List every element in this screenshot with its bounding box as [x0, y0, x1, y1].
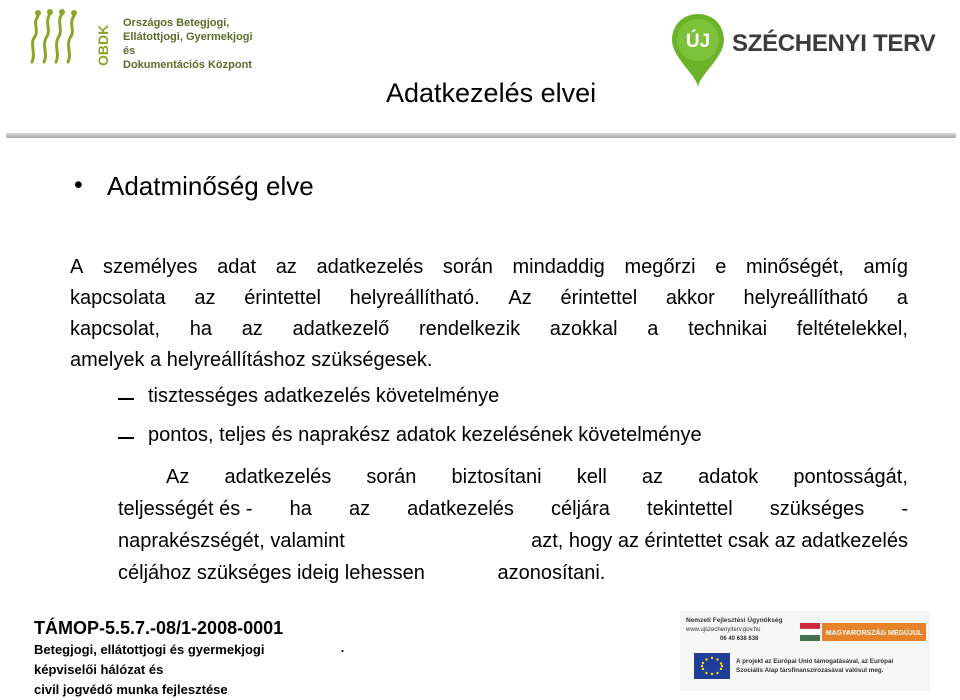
paragraph-word: az — [241, 318, 263, 340]
paragraph-word: mindaddig — [512, 256, 605, 278]
paragraph-word: technikai — [688, 318, 768, 340]
hungary-renews-label: MAGYARORSZÁG MEGÚJUL — [825, 630, 923, 637]
sub-item: tisztességes adatkezelés követelménye — [148, 385, 500, 407]
obdk-vertical-label: OBDK — [95, 24, 111, 66]
detail-word: teljességét és - — [118, 498, 253, 520]
paragraph-word: az — [194, 287, 216, 309]
paragraph-word: kapcsolata — [70, 287, 166, 309]
paragraph-word: során — [442, 256, 493, 278]
eu-funding-graphic — [680, 611, 930, 691]
main-paragraph — [70, 252, 908, 376]
detail-line — [118, 525, 908, 557]
paragraph-word: az — [275, 256, 297, 278]
section-heading: Adatminőség elve — [107, 171, 314, 201]
detail-word: során — [366, 466, 417, 488]
paragraph-word: amelyek a helyreállításhoz szükségesek. — [70, 349, 433, 371]
obdk-figures-icon — [28, 8, 90, 68]
footer-dot: . — [340, 636, 346, 656]
detail-word: céljára — [551, 498, 610, 520]
footer-line: civil jogvédő munka fejlesztése — [34, 682, 228, 697]
footer-line: képviselői hálózat és — [34, 662, 164, 677]
paragraph-word: kapcsolat, — [70, 318, 161, 340]
detail-word: Az — [166, 466, 190, 488]
map-pin-icon — [670, 12, 726, 90]
detail-word: adatkezelés — [224, 466, 332, 488]
dash-icon — [118, 437, 134, 439]
paragraph-word: adatkezelés — [316, 256, 424, 278]
obdk-name — [123, 16, 258, 72]
funding-text: A projekt az Európai Unió támogatásával, az Európai — [736, 658, 894, 665]
detail-word: pontosságát, — [793, 466, 908, 488]
obdk-vertical-text — [92, 8, 116, 68]
paragraph-word: a — [647, 318, 659, 340]
detail-word: ha — [289, 498, 312, 520]
detail-paragraph — [118, 461, 908, 589]
paragraph-word: személyes — [102, 256, 198, 278]
paragraph-line — [70, 345, 908, 376]
footer-project — [34, 616, 283, 700]
obdk-logo — [28, 8, 258, 71]
detail-word: azt, hogy az érintettet csak az adatkezelés — [531, 530, 908, 552]
detail-line — [118, 557, 678, 589]
agency-website: www.ujszechenyiterv.gov.hu — [686, 627, 761, 633]
paragraph-word: Az — [508, 287, 532, 309]
detail-word: adatkezelés — [407, 498, 514, 520]
detail-line — [118, 461, 908, 493]
detail-word: szükséges — [769, 498, 865, 520]
obdk-name-line: Országos Betegjogi, — [123, 17, 230, 29]
agency-name: Nemzeti Fejlesztési Ügynökség — [686, 617, 783, 624]
detail-word: - — [901, 498, 908, 520]
bullet-icon: • — [74, 171, 83, 199]
paragraph-line — [70, 252, 908, 283]
paragraph-word: e — [715, 256, 727, 278]
detail-word: azonosítani. — [497, 562, 606, 584]
paragraph-word: azokkal — [549, 318, 618, 340]
paragraph-word: ha — [189, 318, 212, 340]
page-title: Adatkezelés elvei — [386, 78, 597, 108]
detail-word: tekintettel — [647, 498, 733, 520]
dash-icon — [118, 398, 134, 400]
paragraph-word: A — [70, 256, 84, 278]
paragraph-word: adatkezelő — [292, 318, 390, 340]
paragraph-word: helyreállítható. — [349, 287, 480, 309]
paragraph-word: megőrzi — [624, 256, 696, 278]
detail-word: céljához szükséges ideig lehessen — [118, 562, 425, 584]
detail-word: kell — [576, 466, 607, 488]
obdk-name-line: Dokumentációs Központ — [123, 59, 252, 71]
paragraph-word: amíg — [863, 256, 908, 278]
paragraph-word: feltételekkel, — [796, 318, 908, 340]
sub-item: pontos, teljes és naprakész adatok kezelésének követelménye — [148, 424, 702, 446]
paragraph-word: érintettel — [244, 287, 321, 309]
detail-line — [118, 493, 908, 525]
detail-word: adatok — [698, 466, 759, 488]
agency-phone: 06 40 638 638 — [720, 636, 759, 642]
detail-word: az — [641, 466, 664, 488]
eu-funding-box — [680, 611, 930, 691]
project-code: TÁMOP-5.5.7.-08/1-2008-0001 — [34, 618, 284, 638]
detail-word: biztosítani — [451, 466, 542, 488]
paragraph-word: érintettel — [560, 287, 638, 309]
paragraph-word: adat — [217, 256, 257, 278]
szechenyi-terv-logo — [670, 12, 940, 90]
detail-word: az — [348, 498, 371, 520]
paragraph-word: helyreállítható — [743, 287, 869, 309]
paragraph-word: rendelkezik — [418, 318, 521, 340]
obdk-name-line: Ellátottjogi, Gyermekjogi és — [123, 31, 253, 57]
szechenyi-terv-name: SZÉCHENYI TERV — [732, 30, 936, 57]
paragraph-word: minőségét, — [746, 256, 844, 278]
paragraph-word: akkor — [665, 287, 715, 309]
funding-text: Szociális Alap társfinanszírozásával valósul meg. — [736, 667, 884, 674]
footer-line: Betegjogi, ellátottjogi és gyermekjogi — [34, 642, 265, 657]
paragraph-word: a — [896, 287, 908, 309]
paragraph-line — [70, 314, 908, 345]
uj-badge: ÚJ — [685, 31, 711, 52]
header-divider — [6, 133, 956, 138]
paragraph-line — [70, 283, 908, 314]
detail-word: naprakészségét, valamint — [118, 530, 345, 552]
